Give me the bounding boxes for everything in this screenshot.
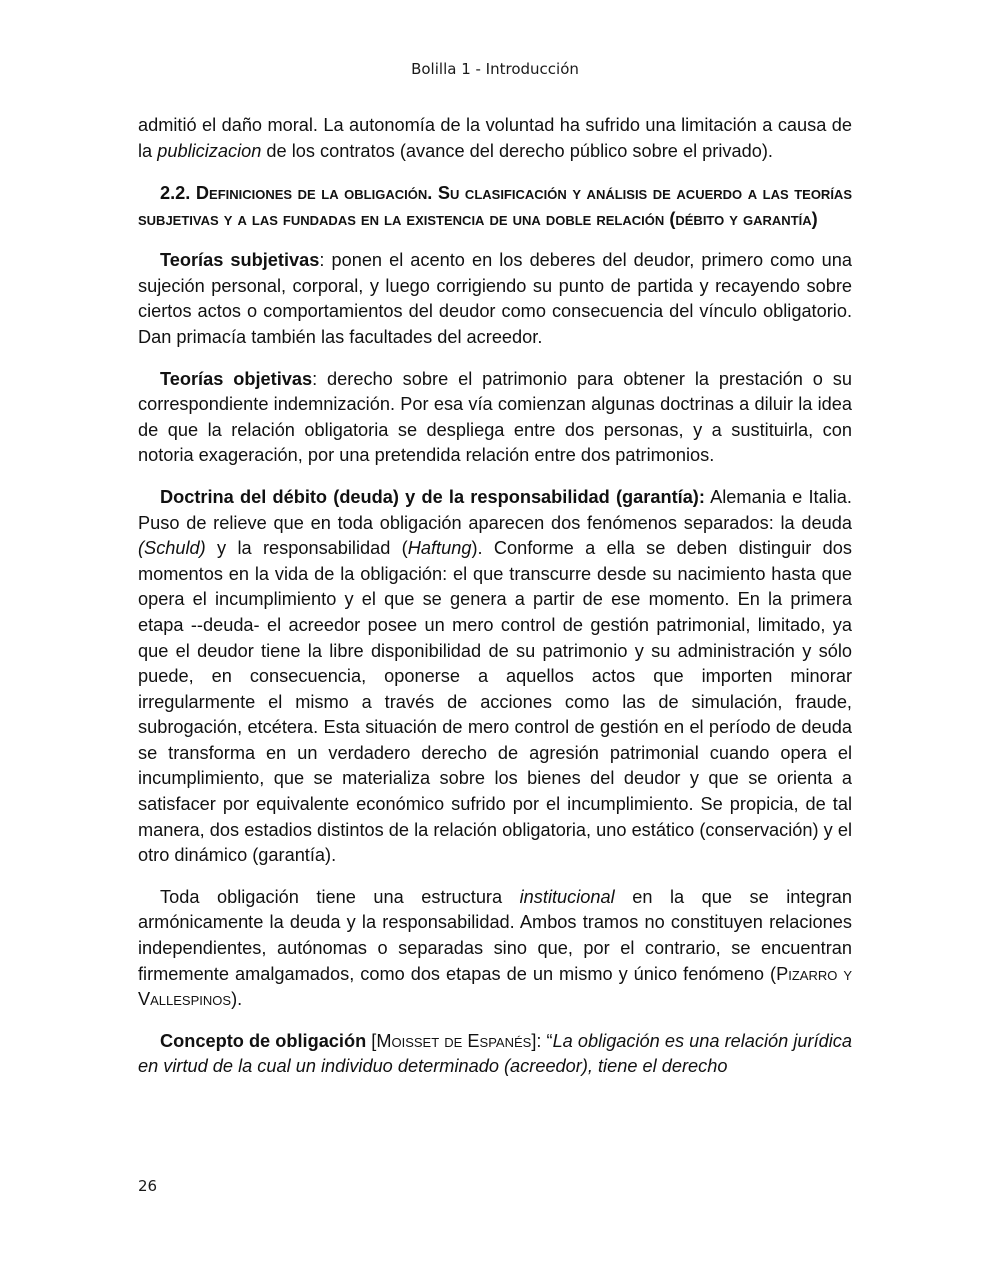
section-number: 2.2.: [160, 183, 191, 204]
definition-quote: La obligación es una relación jurídica en virtud de la cual un individuo determinado (acreedor), tiene el derecho: [138, 1030, 852, 1077]
objective-theories-paragraph: Teorías objetivas: derecho sobre el patrimonio para obtener la prestación o su correspondiente indemnización. Por esa vía comienzan algunas doctrinas a diluir la idea de que la relación obligatoria se despliega entre dos personas, y a sustituirla, con notoria exageración, por una pretendida relación entre dos patrimonios.: [138, 368, 852, 466]
page-header: Bolilla 1 - Introducción: [411, 60, 579, 78]
subjective-theories-paragraph: Teorías subjetivas: ponen el acento en los deberes del deudor, primero como una sujeción personal, corporal, y luego corrigiendo su punto de partida y recayendo sobre ciertos actos o comportamientos del deudor como consecuencia del vínculo obligatorio. Dan primacía también las facultades del acreedor.: [138, 250, 852, 347]
term-objective: Teorías objetivas: [160, 368, 313, 389]
term-concept: Concepto de obligación: [160, 1030, 367, 1051]
section-title: Definiciones de la obligación. Su clasificación y análisis de acuerdo a las teorías subjetivas y a las fundadas en la existencia de una doble relación (débito y garantía): [138, 183, 852, 230]
term-subjective: Teorías subjetivas: [160, 250, 320, 271]
page-number: 26: [138, 1177, 158, 1195]
page-body: [138, 113, 852, 1096]
author-citation: Moisset de Espanés: [376, 1030, 532, 1051]
doctrine-paragraph: Doctrina del débito (deuda) y de la responsabilidad (garantía): Alemania e Italia. Puso de relieve que en toda obligación aparecen dos fenómenos separados: la deuda (Schuld) y la responsabilidad (Haftung). Conforme a ella se deben distinguir dos momentos en la vida de la obligación: el que transcurre desde su nacimiento hasta que opera el incumplimiento y el que se genera a partir de ese momento. En la primera etapa --deuda- el acreedor posee un mero control de gestión patrimonial, limitado, ya que el deudor tiene la libre disponibilidad de su patrimonio y su administración y sólo puede, en consecuencia, oponerse a aquellos actos que importen minorar irregularmente el mismo a través de acciones como las de simulación, fraude, subrogación, etcétera. Esta situación de mero control de gestión en el período de deuda se transforma en un verdadero derecho de agresión patrimonial cuando opera el incumplimiento, que se materializa sobre los bienes del deudor y que se orienta a satisfacer por equivalente económico sufrido por el incumplimiento. Se propicia, de tal manera, dos estadios distintos de la relación obligatoria, uno estático (conservación) y el otro dinámico (garantía).: [138, 486, 853, 866]
term-doctrine: Doctrina del débito (deuda) y de la responsabilidad (garantía):: [160, 486, 705, 507]
section-heading: [138, 180, 852, 232]
authors-citation: Pizarro y Vallespinos: [138, 963, 852, 1010]
intro-paragraph: admitió el daño moral. La autonomía de la voluntad ha sufrido una limitación a causa de la publicizacion de los contratos (avance del derecho público sobre el privado).: [138, 115, 852, 161]
concept-paragraph: Concepto de obligación [Moisset de Espanés]: “La obligación es una relación jurídica en virtud de la cual un individuo determinado (acreedor), tiene el derecho: [138, 1030, 852, 1077]
structure-paragraph: Toda obligación tiene una estructura institucional en la que se integran armónicamente la deuda y la responsabilidad. Ambos tramos no constituyen relaciones independientes, autónomas o separadas sino que, por el contrario, se encuentran firmemente amalgamados, como dos etapas de un mismo y único fenómeno (Pizarro y Vallespinos).: [138, 886, 852, 1010]
